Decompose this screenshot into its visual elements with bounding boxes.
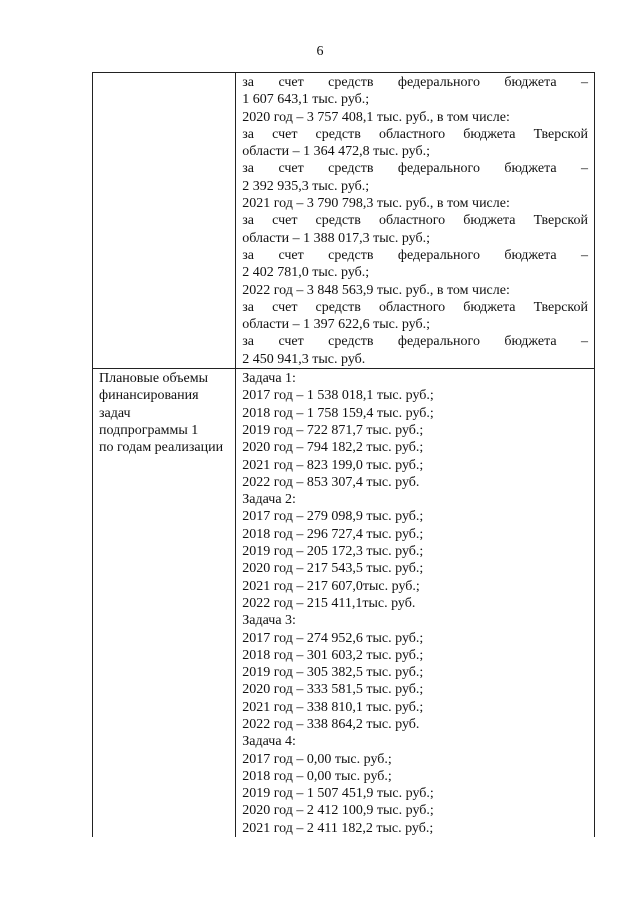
funding-year-line: 2021 год – 2 411 182,2 тыс. руб.;	[242, 820, 434, 836]
task-heading: Задача 3:	[242, 613, 296, 629]
funding-year-line: 2017 год – 1 538 018,1 тыс. руб.;	[242, 388, 434, 404]
funding-label-line: подпрограммы 1	[99, 422, 199, 438]
continuation-line: 2 450 941,3 тыс. руб.	[242, 351, 366, 367]
program-funding-table	[92, 72, 595, 837]
continuation-line: за счет средств областного бюджета Тверской	[242, 299, 588, 315]
funding-label-line: по годам реализации	[99, 440, 224, 456]
funding-year-line: 2018 год – 1 758 159,4 тыс. руб.;	[242, 405, 434, 421]
continuation-line: 2020 год – 3 757 408,1 тыс. руб., в том числе:	[242, 109, 510, 125]
funding-year-line: 2022 год – 215 411,1тыс. руб.	[242, 595, 416, 611]
funding-label-line: финансирования	[99, 388, 199, 404]
continuation-line: за счет средств федерального бюджета –	[242, 334, 588, 350]
table-row-funding	[93, 369, 595, 838]
funding-year-line: 2020 год – 794 182,2 тыс. руб.;	[242, 440, 424, 456]
funding-year-line: 2019 год – 1 507 451,9 тыс. руб.;	[242, 786, 434, 802]
continuation-line: за счет средств областного бюджета Тверской	[242, 213, 588, 229]
continuation-line: 2 402 781,0 тыс. руб.;	[242, 265, 370, 281]
continuation-line: за счет средств областного бюджета Тверской	[242, 126, 588, 142]
continuation-line: 2022 год – 3 848 563,9 тыс. руб., в том числе:	[242, 282, 510, 298]
funding-year-line: 2018 год – 0,00 тыс. руб.;	[242, 768, 392, 784]
continuation-line: 2 392 935,3 тыс. руб.;	[242, 178, 370, 194]
funding-year-line: 2021 год – 338 810,1 тыс. руб.;	[242, 699, 424, 715]
funding-year-line: 2019 год – 305 382,5 тыс. руб.;	[242, 665, 424, 681]
funding-label-line: Плановые объемы	[99, 371, 209, 387]
continuation-line: области – 1 388 017,3 тыс. руб.;	[242, 230, 430, 246]
continuation-line: 1 607 643,1 тыс. руб.;	[242, 92, 370, 108]
funding-year-line: 2020 год – 333 581,5 тыс. руб.;	[242, 682, 424, 698]
funding-year-line: 2020 год – 217 543,5 тыс. руб.;	[242, 561, 424, 577]
table-row-continuation	[93, 73, 595, 369]
funding-year-line: 2021 год – 823 199,0 тыс. руб.;	[242, 457, 424, 473]
continuation-line: за счет средств федерального бюджета –	[242, 75, 588, 90]
funding-year-line: 2022 год – 338 864,2 тыс. руб.	[242, 716, 420, 732]
continuation-right-cell	[236, 73, 595, 369]
task-heading: Задача 1:	[242, 371, 296, 387]
funding-year-line: 2018 год – 296 727,4 тыс. руб.;	[242, 526, 424, 542]
task-heading: Задача 2:	[242, 492, 296, 508]
funding-label-line: задач	[99, 405, 131, 421]
funding-year-line: 2018 год – 301 603,2 тыс. руб.;	[242, 647, 424, 663]
page-number: 6	[316, 44, 324, 59]
funding-values-cell	[236, 369, 595, 838]
funding-year-line: 2022 год – 853 307,4 тыс. руб.	[242, 474, 420, 490]
continuation-line: за счет средств федерального бюджета –	[242, 247, 588, 263]
funding-year-line: 2017 год – 0,00 тыс. руб.;	[242, 751, 392, 767]
task-heading: Задача 4:	[242, 734, 296, 750]
funding-year-line: 2019 год – 722 871,7 тыс. руб.;	[242, 422, 424, 438]
continuation-left-cell	[93, 73, 236, 369]
continuation-line: 2021 год – 3 790 798,3 тыс. руб., в том числе:	[242, 196, 510, 212]
funding-label-cell	[93, 369, 236, 838]
funding-year-line: 2017 год – 279 098,9 тыс. руб.;	[242, 509, 424, 525]
funding-year-line: 2019 год – 205 172,3 тыс. руб.;	[242, 544, 424, 560]
funding-year-line: 2021 год – 217 607,0тыс. руб.;	[242, 578, 420, 594]
continuation-line: за счет средств федерального бюджета –	[242, 161, 588, 177]
continuation-line: области – 1 397 622,6 тыс. руб.;	[242, 317, 430, 333]
continuation-line: области – 1 364 472,8 тыс. руб.;	[242, 144, 430, 160]
funding-year-line: 2020 год – 2 412 100,9 тыс. руб.;	[242, 803, 434, 819]
funding-year-line: 2017 год – 274 952,6 тыс. руб.;	[242, 630, 424, 646]
